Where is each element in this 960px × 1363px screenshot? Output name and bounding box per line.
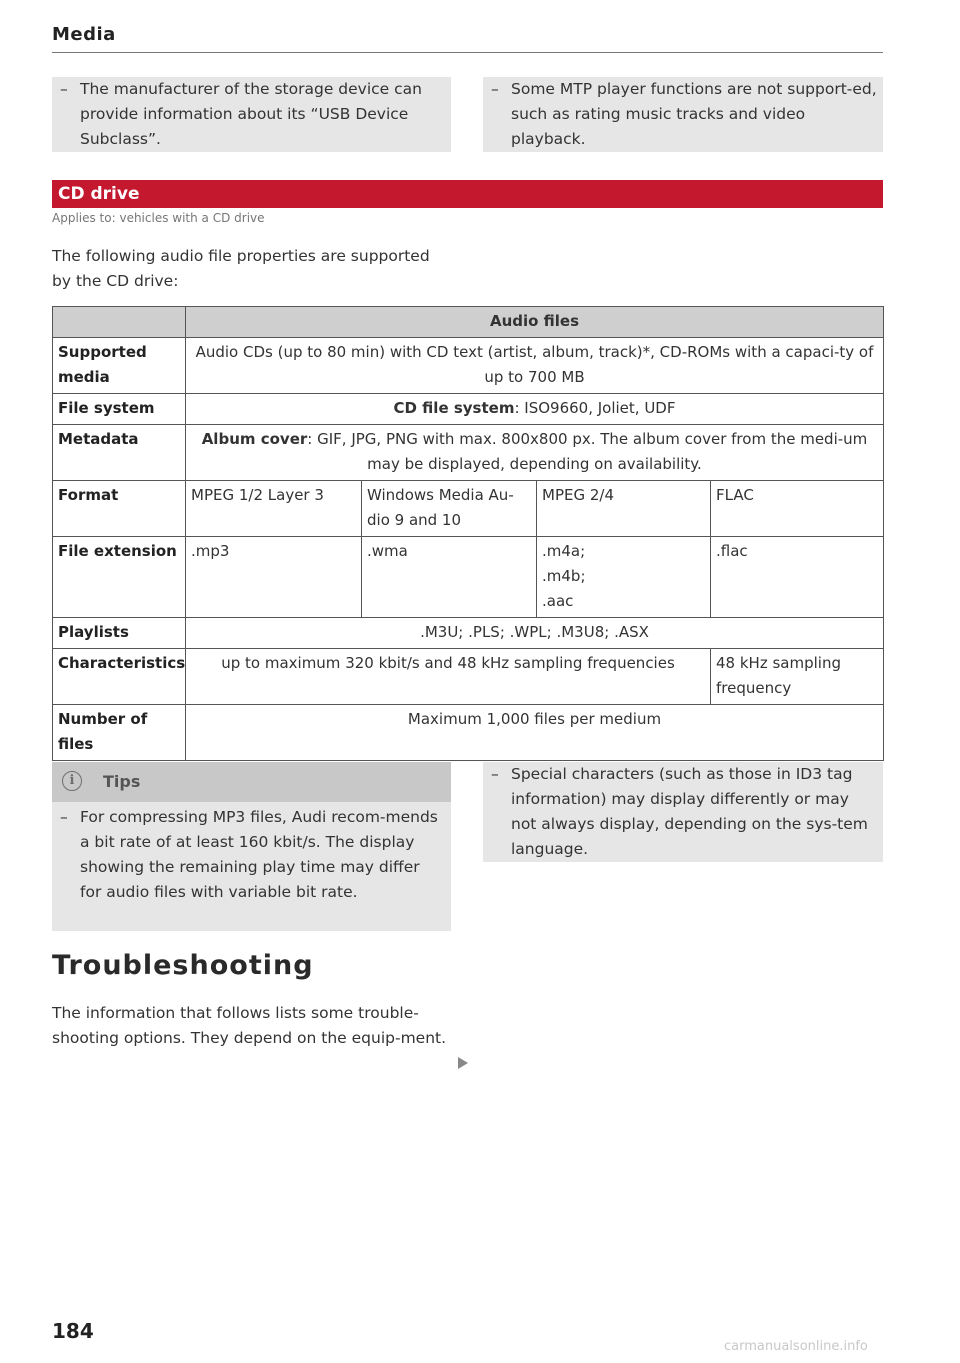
row-label: Metadata <box>53 425 186 481</box>
table-row <box>53 481 884 537</box>
row-label: Format <box>53 481 186 537</box>
bold-term: Album cover <box>201 430 308 448</box>
tips-label: Tips <box>103 772 141 791</box>
table-cell: Audio CDs (up to 80 min) with CD text (artist, album, track)*, CD-ROMs with a capaci-ty of up to 700 MB <box>186 338 884 394</box>
note-text: Special characters (such as those in ID3 tag information) may display differently or may not always display, depending on the sys-tem language. <box>511 765 868 858</box>
dash-marker: – <box>491 80 499 98</box>
note-box-usb <box>52 77 451 152</box>
tips-header <box>52 762 451 802</box>
applies-to-note: Applies to: vehicles with a CD drive <box>52 211 265 225</box>
table-row <box>53 618 884 649</box>
table-cell: .M3U; .PLS; .WPL; .M3U8; .ASX <box>186 618 884 649</box>
table-cell: 48 kHz sampling frequency <box>711 649 884 705</box>
table-cell: .mp3 <box>186 537 362 618</box>
table-cell: .wma <box>362 537 537 618</box>
table-header-audio-files: Audio files <box>186 307 884 338</box>
note-text: Some MTP player functions are not support-ed, such as rating music tracks and video playback. <box>511 80 877 148</box>
dash-marker: – <box>60 80 68 98</box>
table-row <box>53 394 884 425</box>
table-row <box>53 338 884 394</box>
table-cell: FLAC <box>711 481 884 537</box>
table-cell: up to maximum 320 kbit/s and 48 kHz sampling frequencies <box>186 649 711 705</box>
cd-drive-heading: CD drive <box>52 180 883 208</box>
row-label: Supported media <box>53 338 186 394</box>
note-item <box>483 762 873 862</box>
row-label: Number of files <box>53 705 186 761</box>
table-cell: .flac <box>711 537 884 618</box>
table-cell <box>186 394 884 425</box>
note-box-special-characters <box>483 762 883 862</box>
watermark: carmanualsonline.info <box>724 1339 868 1354</box>
bold-term: CD file system <box>393 399 515 417</box>
cell-text: : GIF, JPG, PNG with max. 800x800 px. The album cover from the medi-um may be displayed, depending on availability. <box>307 430 868 473</box>
cell-line: .m4b; <box>542 567 586 585</box>
troubleshooting-heading: Troubleshooting <box>52 950 314 981</box>
row-label: File extension <box>53 537 186 618</box>
row-label: File system <box>53 394 186 425</box>
dash-marker: – <box>60 808 68 826</box>
tips-box <box>52 762 451 931</box>
audio-files-table <box>52 306 884 761</box>
tips-item <box>52 805 445 905</box>
cell-text: : ISO9660, Joliet, UDF <box>514 399 676 417</box>
row-label: Characteristics <box>53 649 186 705</box>
section-title: Media <box>52 24 116 45</box>
note-text: The manufacturer of the storage device can provide information about its “USB Device Subclass”. <box>80 80 422 148</box>
table-row <box>53 425 884 481</box>
header-divider <box>52 52 883 53</box>
dash-marker: – <box>491 765 499 783</box>
table-cell: MPEG 2/4 <box>537 481 711 537</box>
row-label: Playlists <box>53 618 186 649</box>
table-cell <box>537 537 711 618</box>
table-cell: MPEG 1/2 Layer 3 <box>186 481 362 537</box>
troubleshooting-text: The information that follows lists some trouble-shooting options. They depend on the equip-ment. <box>52 1004 447 1047</box>
table-header-row <box>53 307 884 338</box>
tips-text: For compressing MP3 files, Audi recom-mends a bit rate of at least 160 kbit/s. The display showing the remaining play time may differ for audio files with variable bit rate. <box>80 808 438 901</box>
continue-arrow-icon <box>458 1057 468 1069</box>
info-icon: i <box>62 771 82 791</box>
note-box-mtp <box>483 77 883 152</box>
page-number: 184 <box>52 1319 94 1343</box>
table-row <box>53 705 884 761</box>
table-row <box>53 537 884 618</box>
table-cell: Maximum 1,000 files per medium <box>186 705 884 761</box>
table-cell <box>186 425 884 481</box>
note-item <box>52 77 452 152</box>
note-item <box>483 77 881 152</box>
table-corner-cell <box>53 307 186 338</box>
cell-line: .aac <box>542 592 574 610</box>
table-row <box>53 649 884 705</box>
table-cell: Windows Media Au-dio 9 and 10 <box>362 481 537 537</box>
cell-line: .m4a; <box>542 542 586 560</box>
cd-drive-intro: The following audio file properties are supported by the CD drive: <box>52 247 430 290</box>
